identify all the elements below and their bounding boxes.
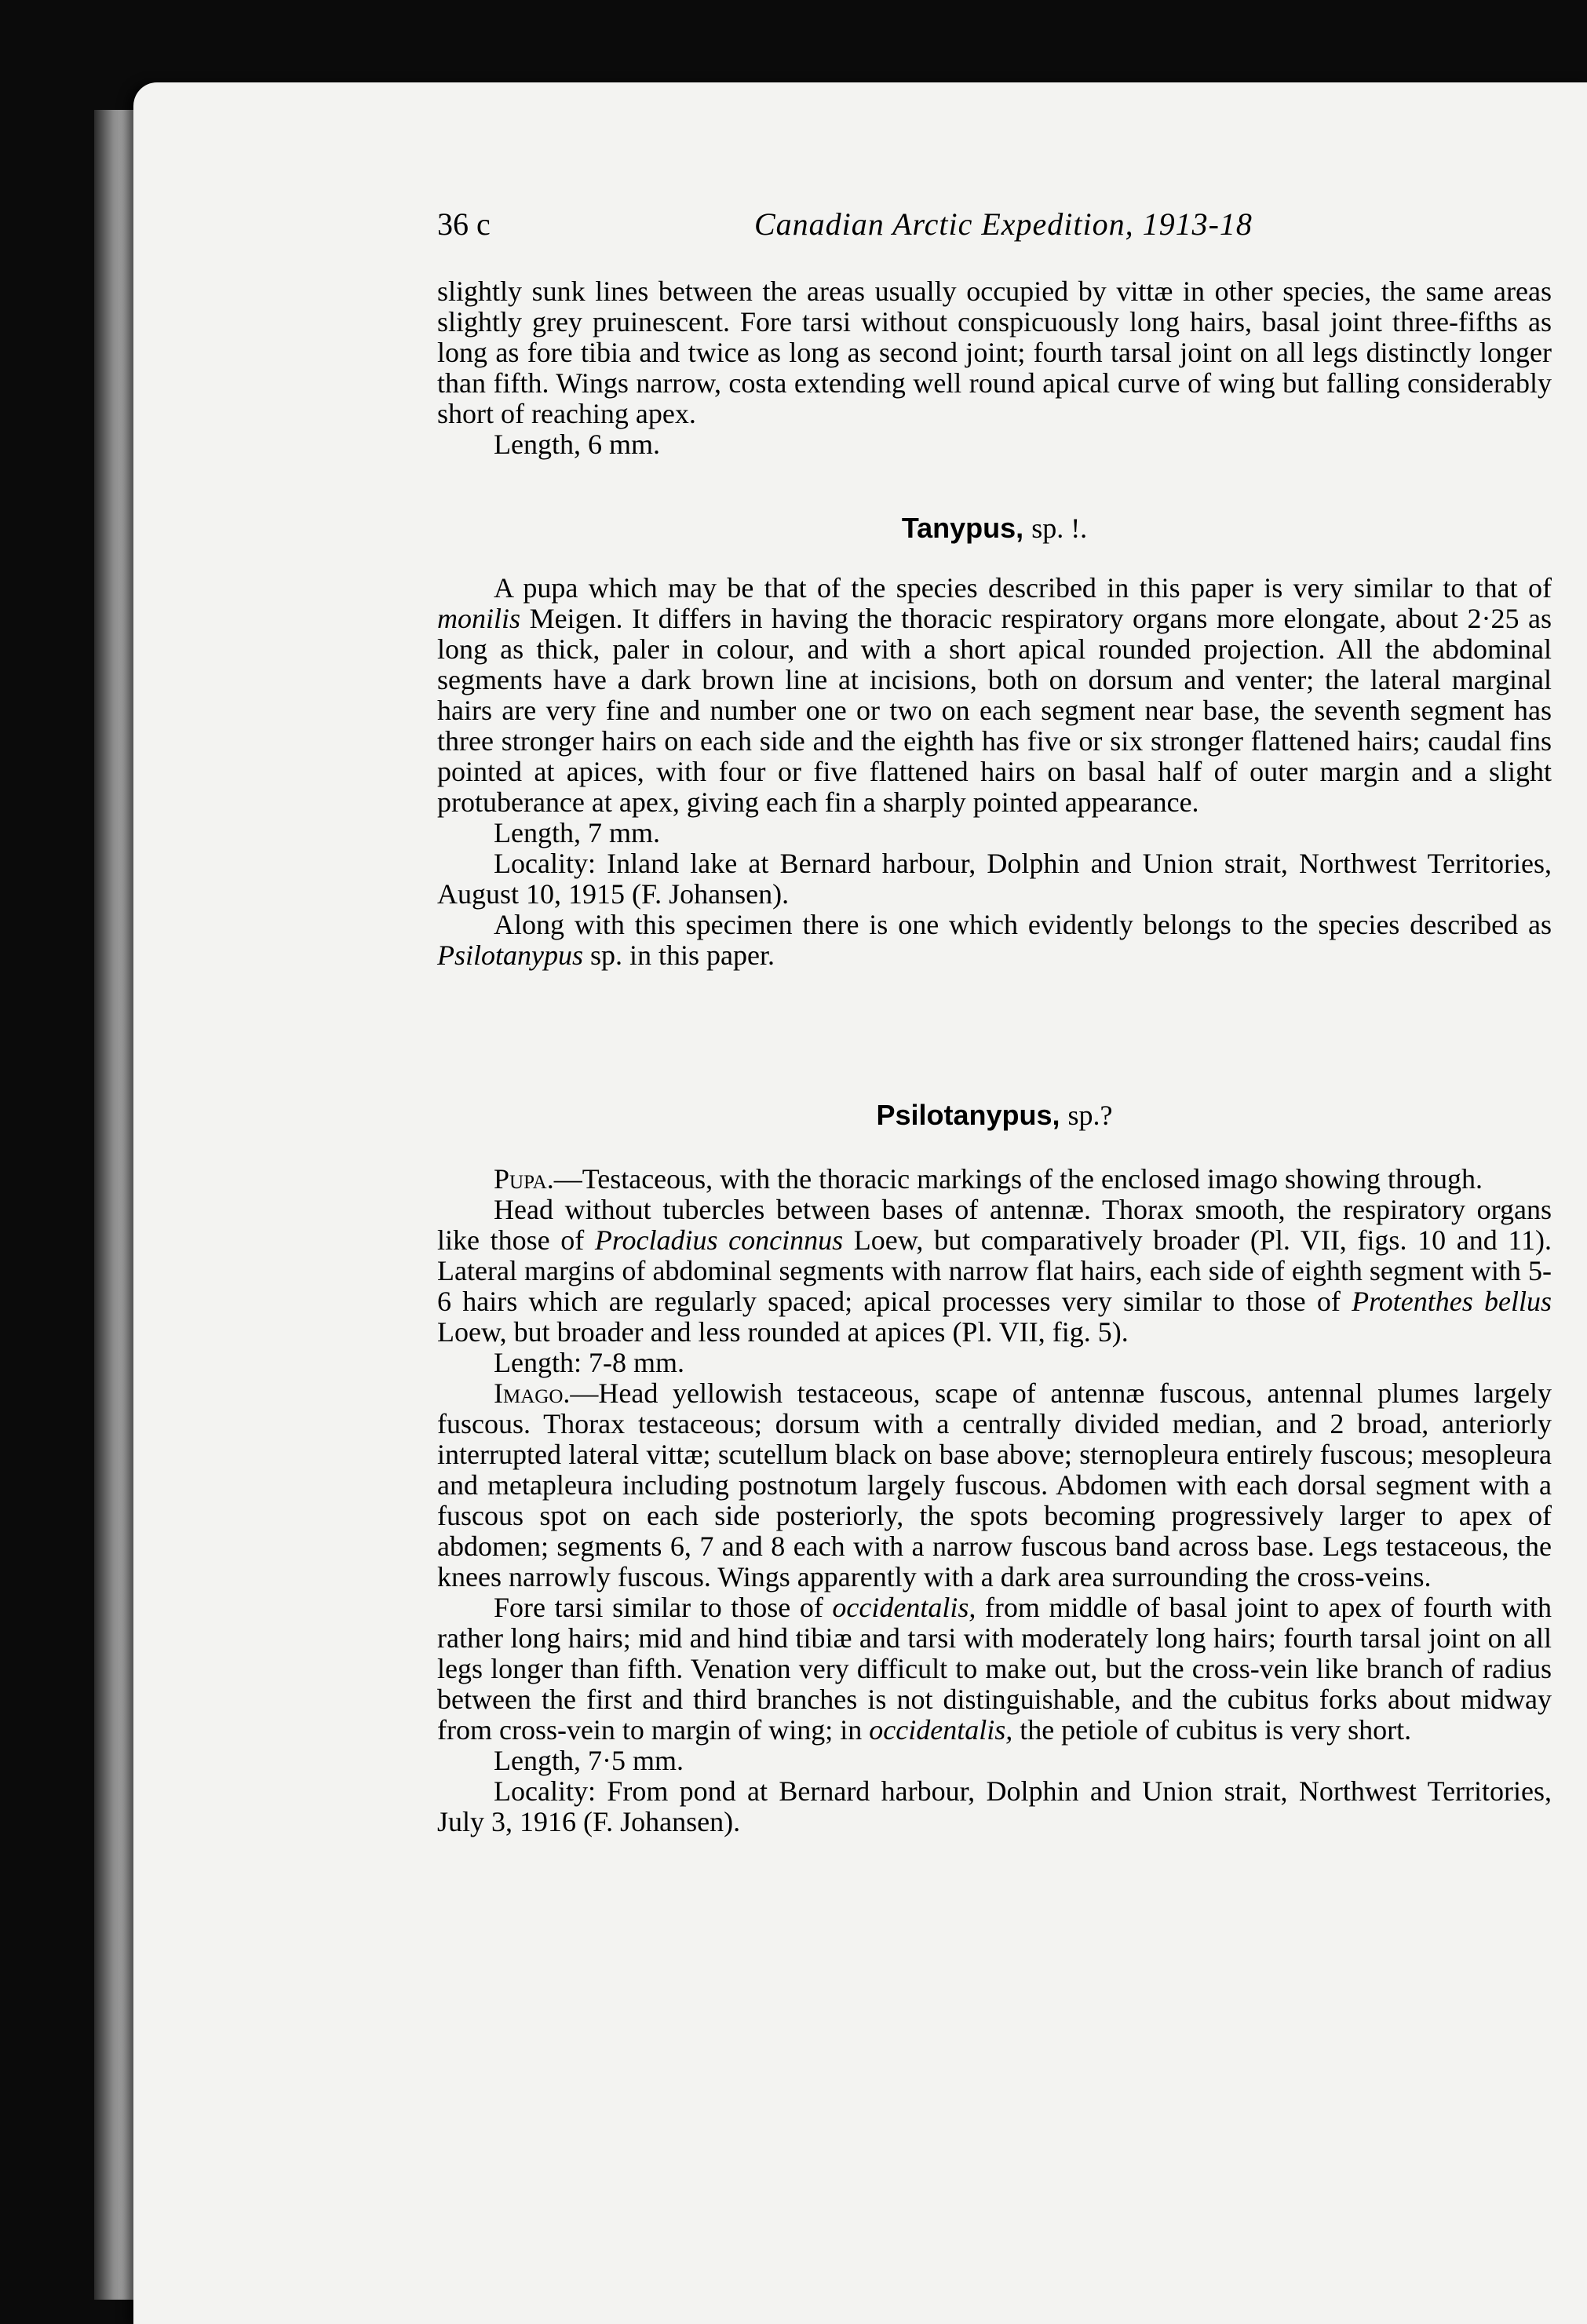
intro-length: Length, 6 mm. bbox=[494, 429, 660, 460]
intro-section bbox=[437, 276, 1552, 460]
psilotanypus-sp: sp.? bbox=[1067, 1100, 1113, 1131]
psilotanypus-heading bbox=[437, 1099, 1552, 1132]
fore-tarsi-paragraph: Fore tarsi similar to those of occidentalis, from middle of basal joint to apex of fourth with rather long hairs; mid and hind tibiæ and tarsi with moderately long hairs; fourth tarsal joint on all legs longer than fifth. Venation very difficult to make out, but the cross-vein like branch of radius between the first and third branches is not distinguishable, and the cubitus forks about midway from cross-vein to margin of wing; in occidentalis, the petiole of cubitus is very short. bbox=[437, 1592, 1552, 1746]
tanypus-sp: sp. !. bbox=[1031, 513, 1088, 544]
imago-length: Length, 7·5 mm. bbox=[494, 1745, 684, 1776]
pupa-head-paragraph: Head without tubercles between bases of antennæ. Thorax smooth, the respiratory organs like those of Procladius concinnus Loew, but comparatively broader (Pl. VII, figs. 10 and 11). Lateral margins of abdominal segments with narrow flat hairs, each side of eighth segment with 5-6 hairs which are regularly spaced; apical processes very similar to those of Protenthes bellus Loew, but broader and less rounded at apices (Pl. VII, fig. 5). bbox=[437, 1194, 1552, 1348]
running-title: Canadian Arctic Expedition, 1913-18 bbox=[754, 206, 1253, 242]
imago-paragraph: Imago.—Head yellowish testaceous, scape of antennæ fuscous, antennal plumes largely fuscous. Thorax testaceous; dorsum with a centrally divided median, and 2 broad, anteriorly interrupted lateral vittæ; scutellum black on base above; sternopleura entirely fuscous; mesopleura and metapleura including postnotum largely fuscous. Abdomen with each dorsal segment with a fuscous spot on each side posteriorly, the spots becoming progressively larger to apex of abdomen; segments 6, 7 and 8 each with a narrow fuscous band across base. Legs testaceous, the knees narrowly fuscous. Wings apparently with a dark area surrounding the cross-veins. bbox=[437, 1377, 1552, 1593]
pupa-length: Length: 7-8 mm. bbox=[494, 1347, 684, 1378]
tanypus-locality: Locality: Inland lake at Bernard harbour, Dolphin and Union strait, Northwest Territories, August 10, 1915 (F. Johansen). bbox=[437, 848, 1552, 910]
tanypus-paragraph: A pupa which may be that of the species described in this paper is very similar to that of monilis Meigen. It differs in having the thoracic respiratory organs more elongate, about 2·25 as long as thick, paler in colour, and with a short apical rounded projection. All the abdominal segments have a dark brown line at incisions, both on dorsum and venter; the lateral marginal hairs are very fine and number one or two on each segment near base, the seventh segment has three stronger hairs on each side and the eighth has five or six stronger flattened hairs; caudal fins pointed at apices, with four or five flattened hairs on basal half of outer margin and a slight protuberance at apex, giving each fin a sharply pointed appearance. bbox=[437, 572, 1552, 818]
psilotanypus-section bbox=[437, 1164, 1552, 1837]
tanypus-heading bbox=[437, 512, 1552, 545]
tanypus-genus: Tanypus, bbox=[901, 512, 1024, 544]
tanypus-length: Length, 7 mm. bbox=[494, 817, 660, 848]
intro-paragraph: slightly sunk lines between the areas usually occupied by vittæ in other species, the same areas slightly grey pruinescent. Fore tarsi without conspicuously long hairs, basal joint three-fifths as long as fore tibia and twice as long as second joint; fourth tarsal joint on all legs distinctly longer than fifth. Wings narrow, costa extending well round apical curve of wing but falling considerably short of reaching apex. bbox=[437, 275, 1552, 429]
tanypus-section bbox=[437, 573, 1552, 971]
pupa-paragraph: Pupa.—Testaceous, with the thoracic markings of the enclosed imago showing through. bbox=[494, 1163, 1483, 1195]
psilotanypus-genus: Psilotanypus, bbox=[876, 1099, 1060, 1131]
tanypus-note: Along with this specimen there is one which evidently belongs to the species described as Psilotanypus sp. in this paper. bbox=[437, 909, 1552, 971]
page-number: 36 c bbox=[437, 206, 491, 242]
psilotanypus-locality: Locality: From pond at Bernard harbour, Dolphin and Union strait, Northwest Territories, July 3, 1916 (F. Johansen). bbox=[437, 1775, 1552, 1837]
